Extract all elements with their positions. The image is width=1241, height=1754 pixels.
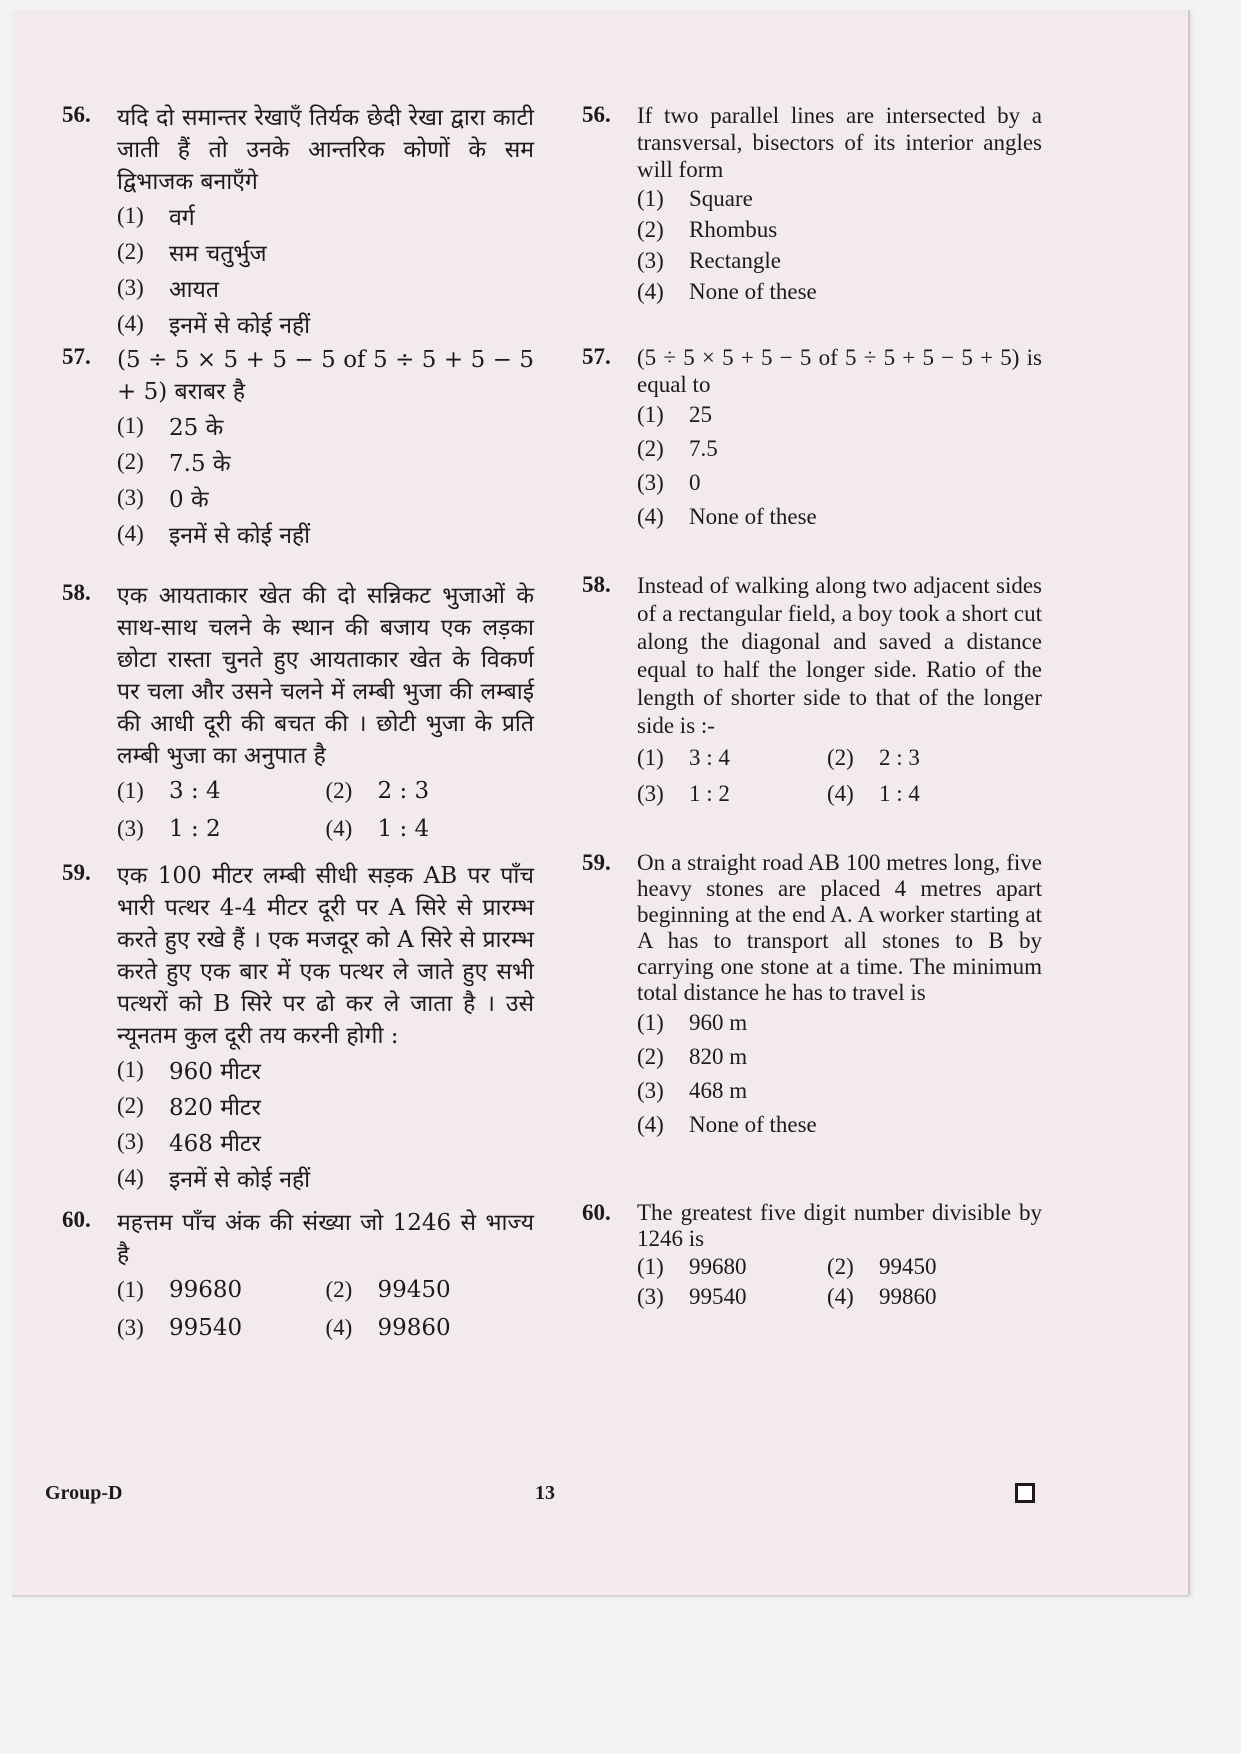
exam-page: [12, 10, 1190, 1595]
option: (2) 7.5 के: [117, 449, 231, 477]
option-row: (1) 3 : 4 (2) 2 : 3: [637, 745, 920, 770]
question-number: 60.: [582, 1200, 611, 1225]
question-text: The greatest five digit number divisible by 1246 is: [637, 1200, 1042, 1251]
question-56-hindi: [62, 102, 534, 342]
option-row: (3) 99540 (4) 99860: [637, 1284, 937, 1309]
question-59-english: [582, 850, 1042, 1142]
option: (1) 960 मीटर: [117, 1057, 261, 1085]
option: (2) Rhombus: [637, 216, 778, 242]
question-number: 60.: [62, 1207, 91, 1232]
option-row: (1) 3 : 4 (2) 2 : 3: [117, 778, 430, 804]
question-56-english: [582, 102, 1042, 307]
question-number: 59.: [582, 850, 611, 875]
question-text: On a straight road AB 100 metres long, five heavy stones are placed 4 metres apart beginning at the end A. A worker starting at A has to transport all stones to B by carrying one stone at a time. The minimum total distance he has to travel is: [637, 850, 1042, 1005]
option: (3) 0: [637, 470, 701, 495]
option: (3) 468 m: [637, 1078, 748, 1103]
question-58-english: [582, 572, 1042, 812]
question-text: एक आयताकार खेत की दो सन्निकट भुजाओं के साथ-साथ चलने के स्थान की बजाय एक लड़का छोटा रास्ता चुनते हुए आयताकार खेत के विकर्ण पर चला और उसने चलने में लम्बी भुजा की लम्बाई की आधी दूरी की बचत की । छोटी भुजा के प्रति लम्बी भुजा का अनुपात है: [117, 583, 534, 769]
option: (2) सम चतुर्भुज: [117, 239, 267, 267]
option: (4) इनमें से कोई नहीं: [117, 521, 311, 549]
option-row: (1) 99680 (2) 99450: [637, 1254, 937, 1279]
question-number: 59.: [62, 860, 91, 885]
option: (3) Rectangle: [637, 247, 781, 273]
question-60-hindi: [62, 1207, 534, 1347]
question-number: 57.: [62, 344, 91, 369]
question-text: If two parallel lines are intersected by a transversal, bisectors of its interior angles will form: [637, 103, 1042, 182]
question-60-english: [582, 1200, 1042, 1312]
option: (3) 0 के: [117, 485, 209, 513]
question-text: एक 100 मीटर लम्बी सीधी सड़क AB पर पाँच भारी पत्थर 4-4 मीटर दूरी पर A सिरे से प्रारम्भ करते हुए रखे हैं । एक मजदूर को A सिरे से प्रारम्भ करते हुए एक बार में एक पत्थर ले जाते हुए सभी पत्थरों को B सिरे पर ढो कर ले जाता है । उसे न्यूनतम कुल दूरी तय करनी होगी :: [117, 863, 534, 1049]
option: (2) 820 m: [637, 1044, 748, 1069]
option: (4) इनमें से कोई नहीं: [117, 1165, 311, 1193]
square-icon: [1015, 1483, 1035, 1503]
question-number: 56.: [62, 102, 91, 127]
option: (4) इनमें से कोई नहीं: [117, 311, 311, 339]
question-text: (5 ÷ 5 × 5 + 5 − 5 of 5 ÷ 5 + 5 − 5 + 5) बराबर है: [117, 347, 534, 405]
question-number: 56.: [582, 102, 611, 127]
option: (3) 468 मीटर: [117, 1129, 261, 1157]
option: (1) Square: [637, 185, 753, 211]
option: (4) None of these: [637, 504, 817, 529]
question-59-hindi: [62, 860, 534, 1196]
option: (4) None of these: [637, 278, 817, 304]
question-text: महत्तम पाँच अंक की संख्या जो 1246 से भाज्य है: [117, 1210, 534, 1268]
option: (1) 25: [637, 402, 712, 427]
question-text: Instead of walking along two adjacent sides of a rectangular field, a boy took a short cut along the diagonal and saved a distance equal to half the longer side. Ratio of the length of shorter side to that of the longer side is :-: [637, 573, 1042, 738]
option-row: (3) 1 : 2 (4) 1 : 4: [637, 781, 920, 806]
footer-group-label: Group-D: [45, 1482, 123, 1504]
option-row: (3) 99540 (4) 99860: [117, 1315, 451, 1341]
question-57-hindi: [62, 344, 534, 552]
question-number: 58.: [62, 580, 91, 605]
option-row: (1) 99680 (2) 99450: [117, 1277, 451, 1303]
option: (1) 25 के: [117, 413, 224, 441]
question-57-english: [582, 344, 1042, 534]
option: (1) 960 m: [637, 1010, 748, 1035]
question-58-hindi: [62, 580, 534, 848]
question-text: यदि दो समान्तर रेखाएँ तिर्यक छेदी रेखा द्वारा काटी जाती हैं तो उनके आन्तरिक कोणों के सम द्विभाजक बनाएँगे: [117, 105, 534, 195]
option-row: (3) 1 : 2 (4) 1 : 4: [117, 816, 430, 842]
question-number: 58.: [582, 572, 611, 597]
option: (1) वर्ग: [117, 203, 195, 231]
option: (2) 820 मीटर: [117, 1093, 261, 1121]
page-edge-divider: [12, 1595, 1188, 1597]
option: (3) आयत: [117, 275, 219, 303]
page-number: 13: [535, 1482, 555, 1504]
question-number: 57.: [582, 344, 611, 369]
option: (2) 7.5: [637, 436, 718, 461]
question-text: (5 ÷ 5 × 5 + 5 − 5 of 5 ÷ 5 + 5 − 5 + 5) is equal to: [637, 345, 1042, 397]
option: (4) None of these: [637, 1112, 817, 1137]
